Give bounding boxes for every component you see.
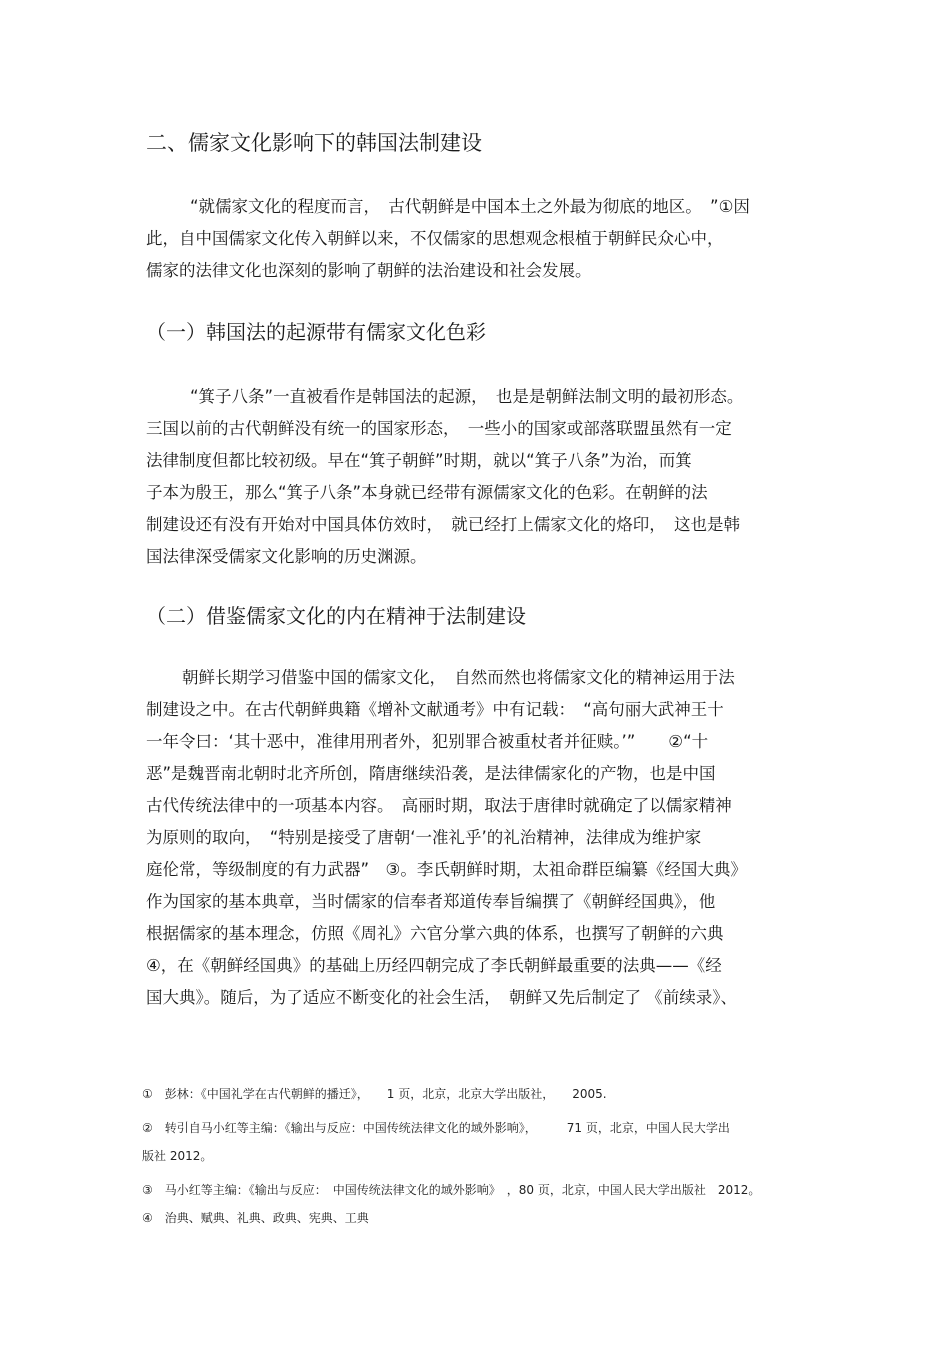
paragraph-line: “就儒家文化的程度而言， 古代朝鲜是中国本土之外最为彻底的地区。 ”①因	[190, 197, 750, 216]
paragraph-line: 庭伦常，等级制度的有力武器” ③。李氏朝鲜时期，太祖命群臣编纂《经国大典》	[146, 860, 747, 879]
section-heading: 二、儒家文化影响下的韩国法制建设	[146, 131, 482, 155]
section2-paragraph	[146, 662, 812, 1014]
paragraph-line: 国大典》。随后，为了适应不断变化的社会生活， 朝鲜又先后制定了 《前续录》、	[146, 988, 737, 1007]
subsection-heading-2: （二）借鉴儒家文化的内在精神于法制建设	[146, 604, 526, 628]
paragraph-line: 制建设还有没有开始对中国具体仿效时， 就已经打上儒家文化的烙印， 这也是韩	[146, 515, 740, 534]
footnote-item: ③ 马小红等主编：《输出与反应： 中国传统法律文化的域外影响》 ，80 页，北京，中国人民大学出版社 2012。	[142, 1183, 761, 1197]
paragraph-line: 儒家的法律文化也深刻的影响了朝鲜的法治建设和社会发展。	[146, 261, 592, 280]
paragraph-line: 为原则的取向， “特别是接受了唐朝‘一准礼乎’的礼治精神，法律成为维护家	[146, 828, 702, 847]
paragraph-line: 一年令曰：‘其十恶中，准律用刑者外，犯别罪合被重杖者并征赎。’” ②“十	[146, 732, 709, 751]
paragraph-line: 制建设之中。在古代朝鲜典籍《增补文献通考》中有记载： “高句丽大武神王十	[146, 700, 724, 719]
paragraph-line: ④，在《朝鲜经国典》的基础上历经四朝完成了李氏朝鲜最重要的法典——《经	[146, 956, 722, 975]
footnote-item: ④ 治典、赋典、礼典、政典、宪典、工典	[142, 1211, 369, 1225]
paragraph-line: 根据儒家的基本理念，仿照《周礼》六官分掌六典的体系，也撰写了朝鲜的六典	[146, 924, 724, 943]
paragraph-line: 子本为殷王，那么“箕子八条”本身就已经带有源儒家文化的色彩。在朝鲜的法	[146, 483, 708, 502]
paragraph-line: 古代传统法律中的一项基本内容。 高丽时期，取法于唐律时就确定了以儒家精神	[146, 796, 732, 815]
intro-paragraph	[146, 191, 812, 287]
paragraph-line: 三国以前的古代朝鲜没有统一的国家形态， 一些小的国家或部落联盟虽然有一定	[146, 419, 732, 438]
footnote-item: 版社 2012。	[142, 1149, 213, 1163]
paragraph-line: 作为国家的基本典章，当时儒家的信奉者郑道传奉旨编撰了《朝鲜经国典》，他	[146, 892, 716, 911]
paragraph-line: 法律制度但都比较初级。早在“箕子朝鲜”时期，就以“箕子八条”为治，而箕	[146, 451, 692, 470]
footnote-item: ① 彭林：《中国礼学在古代朝鲜的播迁》， 1 页，北京，北京大学出版社， 2005.	[142, 1087, 607, 1101]
paragraph-line: 恶”是魏晋南北朝时北齐所创，隋唐继续沿袭，是法律儒家化的产物，也是中国	[146, 764, 716, 783]
paragraph-line: 国法律深受儒家文化影响的历史渊源。	[146, 547, 427, 566]
paragraph-line: 此，自中国儒家文化传入朝鲜以来，不仅儒家的思想观念根植于朝鲜民众心中，	[146, 229, 724, 248]
paragraph-line: 朝鲜长期学习借鉴中国的儒家文化， 自然而然也将儒家文化的精神运用于法	[182, 668, 735, 687]
footnotes	[142, 1080, 822, 1232]
section1-paragraph	[146, 381, 812, 573]
footnote-item: ② 转引自马小红等主编：《输出与反应：中国传统法律文化的域外影响》， 71 页，北京，中国人民大学出	[142, 1121, 730, 1135]
paragraph-line: “箕子八条”一直被看作是韩国法的起源， 也是是朝鲜法制文明的最初形态。	[190, 387, 744, 406]
subsection-heading-1: （一）韩国法的起源带有儒家文化色彩	[146, 320, 486, 344]
